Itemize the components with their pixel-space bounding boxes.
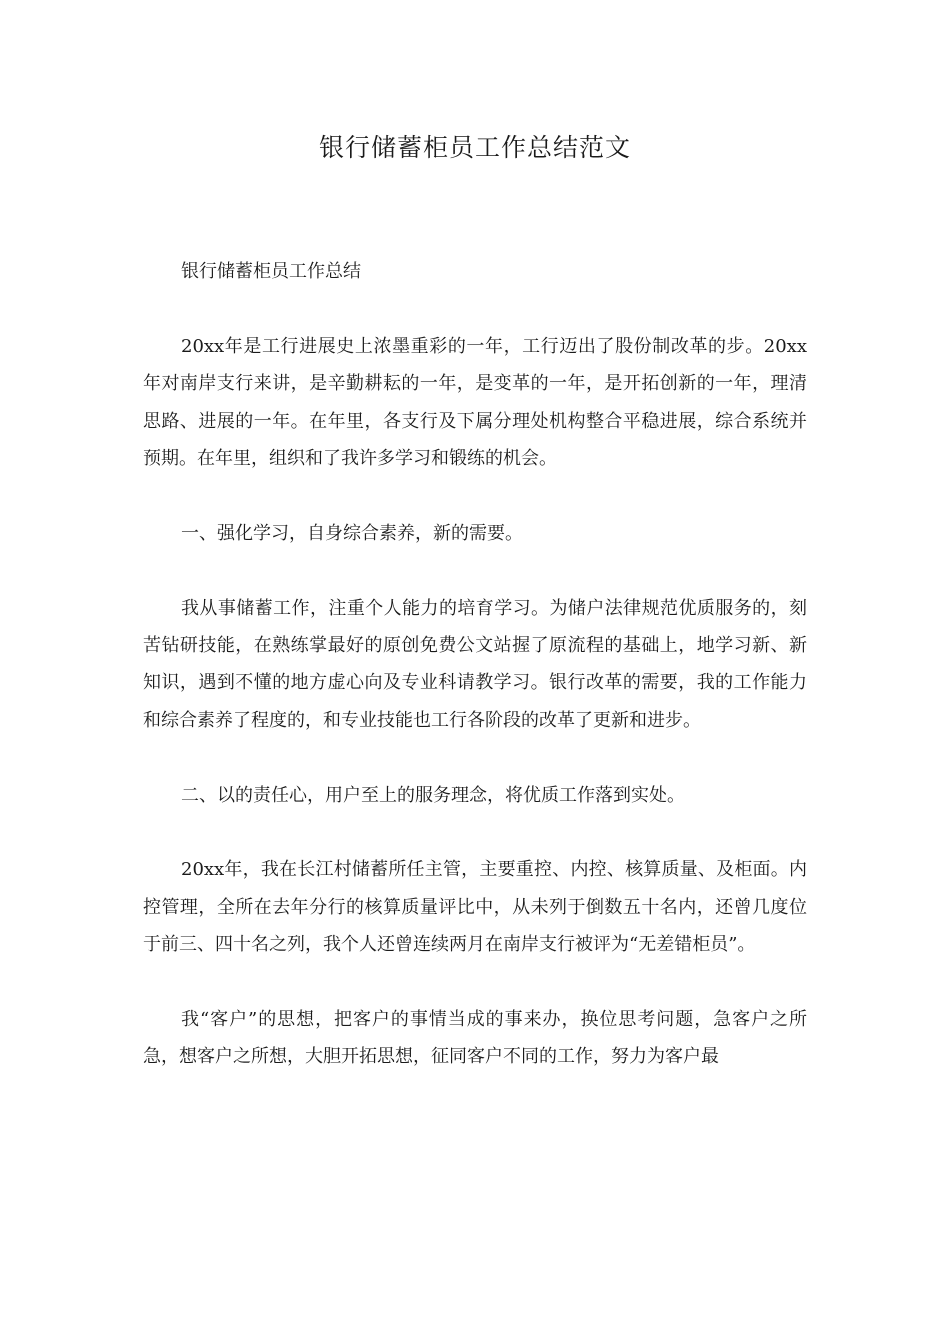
document-title: 银行储蓄柜员工作总结范文 xyxy=(318,133,631,162)
paragraph-gap xyxy=(143,964,807,1001)
paragraph-learning: 我从事储蓄工作，注重个人能力的培育学习。为储户法律规范优质服务的，刻苦钻研技能，在熟练掌最好的原创免费公文站握了原流程的基础上，地学习新、新知识，遇到不懂的地方虚心向及专业科请教学习。银行改革的需要，我的工作能力和综合素养了程度的，和专业技能也工行各阶段的改革了更新和进步。 xyxy=(143,597,807,731)
paragraph-customer: 我“客户”的思想，把客户的事情当成的事来办，换位思考问题，急客户之所急，想客户之所想，大胆开拓思想，征同客户不同的工作，努力为客户最 xyxy=(143,1009,807,1068)
paragraph-gap xyxy=(143,290,807,327)
paragraph-gap xyxy=(143,814,807,851)
document-body xyxy=(143,253,807,1076)
section-heading-1: 一、强化学习，自身综合素养，新的需要。 xyxy=(181,522,523,544)
paragraph-gap xyxy=(143,739,807,776)
paragraph-gap xyxy=(143,552,807,589)
section-heading-2: 二、以的责任心，用户至上的服务理念，将优质工作落到实处。 xyxy=(181,784,685,806)
paragraph-gap xyxy=(143,477,807,514)
paragraph-subtitle: 银行储蓄柜员工作总结 xyxy=(181,261,361,282)
paragraph-work-record: 20xx年，我在长江村储蓄所任主管，主要重控、内控、核算质量、及柜面。内控管理，全所在去年分行的核算质量评比中，从未列于倒数五十名内，还曾几度位于前三、四十名之列，我个人还曾连续两月在南岸支行被评为“无差错柜员”。 xyxy=(143,859,807,956)
paragraph-intro: 20xx年是工行进展史上浓墨重彩的一年，工行迈出了股份制改革的步。20xx年对南岸支行来讲，是辛勤耕耘的一年，是变革的一年，是开拓创新的一年，理清思路、进展的一年。在年里，各支行及下属分理处机构整合平稳进展，综合系统并预期。在年里，组织和了我许多学习和锻练的机会。 xyxy=(143,335,807,470)
